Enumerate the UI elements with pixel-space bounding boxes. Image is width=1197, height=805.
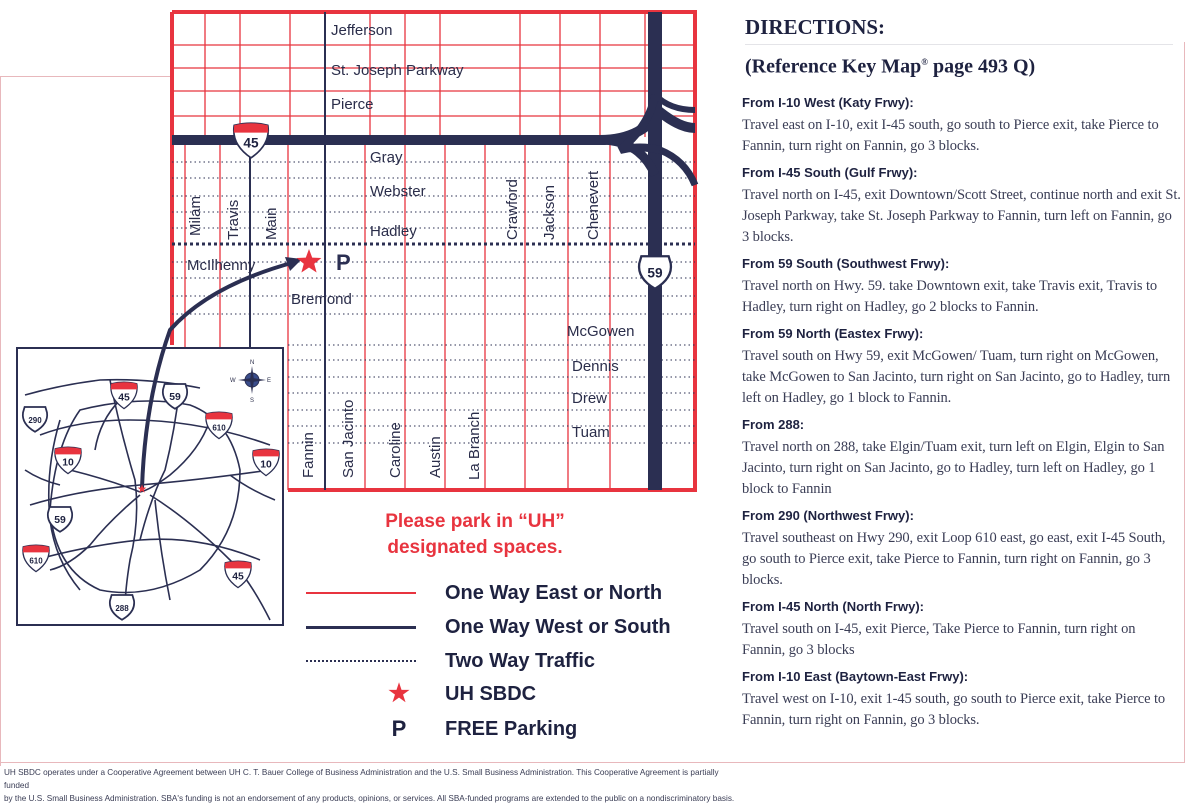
footer-line-2: by the U.S. Small Business Administration. SBA's funding is not an endorsement of any products, opinions, or services. All SBA-funded programs are extended to the public on a nondiscriminatory basis. xyxy=(4,794,735,803)
us-route-number: 288 xyxy=(115,604,129,613)
route-block xyxy=(742,507,1182,591)
route-block xyxy=(742,164,1182,248)
i45-shield-icon xyxy=(234,123,269,158)
route-heading: From I-10 East (Baytown-East Frwy): xyxy=(742,669,969,684)
us-route-number: 59 xyxy=(647,265,663,281)
street-label: Jefferson xyxy=(331,22,393,39)
route-heading: From 290 (Northwest Frwy): xyxy=(742,508,914,523)
street-label: Webster xyxy=(370,183,426,200)
street-label: Travis xyxy=(225,199,242,240)
directions-header xyxy=(742,12,1172,82)
street-label: Milam xyxy=(187,196,204,236)
route-text: Travel east on I-10, exit I-45 south, go south to Pierce exit, take Pierce to Fannin, turn right on Fannin, go 3 blocks. xyxy=(742,117,1159,154)
star-icon: ★ xyxy=(388,680,410,707)
subtitle-suffix: page 493 Q) xyxy=(927,55,1036,78)
footer-disclaimer xyxy=(4,766,744,805)
parking-icon: P xyxy=(391,716,407,741)
street-label: Dennis xyxy=(572,358,619,375)
street-label: Jackson xyxy=(541,184,558,240)
legend-uh-sbdc xyxy=(300,679,720,709)
us-route-number: 290 xyxy=(28,416,42,425)
shield-number: 45 xyxy=(232,571,244,583)
street-label: Tuam xyxy=(572,424,610,441)
street-label: Hadley xyxy=(370,223,417,240)
legend-label: FREE Parking xyxy=(445,718,578,740)
street-label: Gray xyxy=(370,149,403,166)
street-label: Bremond xyxy=(291,291,352,308)
shield-band xyxy=(111,382,137,389)
compass-e: E xyxy=(267,378,272,384)
uh-sbdc-star-icon xyxy=(297,249,322,273)
route-block xyxy=(742,94,1182,157)
shield-band xyxy=(55,447,81,454)
interchange-ramp xyxy=(660,150,695,185)
shield-band xyxy=(253,449,279,456)
route-block xyxy=(742,325,1182,409)
us-route-number: 59 xyxy=(54,515,66,526)
route-heading: From 59 South (Southwest Frwy): xyxy=(742,256,950,271)
parking-note xyxy=(330,509,620,561)
street-label: San Jacinto xyxy=(340,399,357,478)
route-text: Travel south on I-45, exit Pierce, Take Pierce to Fannin, turn right on Fannin, go 3 blocks xyxy=(742,621,1136,658)
legend-one-way-east-north xyxy=(300,578,720,608)
us59-shield-icon xyxy=(639,256,671,289)
legend-label: One Way East or North xyxy=(445,582,663,604)
shield-number: 610 xyxy=(29,556,43,566)
compass-s: S xyxy=(250,398,255,404)
shield-band xyxy=(23,545,49,552)
street-label: Austin xyxy=(427,436,444,478)
street-label: Drew xyxy=(572,390,608,407)
shield-number: 10 xyxy=(62,457,74,469)
shield-number: 10 xyxy=(260,459,272,471)
route-heading: From I-10 West (Katy Frwy): xyxy=(742,95,914,110)
route-list xyxy=(742,94,1182,738)
legend-label: Two Way Traffic xyxy=(445,650,596,672)
navy-line-sample xyxy=(306,626,416,629)
street-label: St. Joseph Parkway xyxy=(331,62,464,79)
footer-line-1: UH SBDC operates under a Cooperative Agreement between UH C. T. Bauer College of Business Administration and the U.S. Small Business Administration. This Cooperative Agreement is partially funded xyxy=(4,768,719,790)
street-label: Main xyxy=(263,207,280,240)
parking-note-line-2: designated spaces. xyxy=(387,537,563,558)
route-text: Travel south on Hwy 59, exit McGowen/ Tuam, turn right on McGowen, take McGowen to San Jacinto, turn right on San Jacinto, go to Hadley, turn left on Hadley, go 1 block to Fannin. xyxy=(742,348,1171,406)
directions-subtitle xyxy=(745,47,1172,82)
street-label: Crawford xyxy=(504,179,521,240)
route-heading: From 288: xyxy=(742,417,805,432)
red-line-sample xyxy=(306,592,416,594)
legend-one-way-west-south xyxy=(300,612,720,642)
parking-icon: P xyxy=(336,250,351,275)
route-text: Travel north on 288, take Elgin/Tuam exit, turn left on Elgin, Elgin to San Jacinto, turn right on San Jacinto, go to Hadley, turn left on Hadley, go 1 block to Fannin xyxy=(742,439,1165,497)
shield-band xyxy=(206,412,232,419)
compass-n: N xyxy=(250,360,255,366)
street-label: Pierce xyxy=(331,96,374,113)
route-text: Travel north on Hwy. 59. take Downtown exit, take Travis exit, Travis to Hadley, turn right on Hadley, go 2 blocks to Fannin. xyxy=(742,278,1158,315)
legend-free-parking xyxy=(300,714,720,744)
route-heading: From 59 North (Eastex Frwy): xyxy=(742,326,924,341)
route-text: Travel north on I-45, exit Downtown/Scott Street, continue north and exit St. Joseph Parkway, take St. Joseph Parkway to Fannin, turn left on Fannin, go 3 blocks. xyxy=(742,187,1181,245)
route-block xyxy=(742,598,1182,661)
parking-note-line-1: Please park in “UH” xyxy=(385,511,565,532)
directions-title: DIRECTIONS: xyxy=(745,15,886,39)
route-text: Travel west on I-10, exit 1-45 south, go south to Pierce exit, take Pierce to Fannin, turn right on Fannin, go 3 blocks. xyxy=(742,691,1166,728)
route-text: Travel southeast on Hwy 290, exit Loop 610 east, go east, exit I-45 South, go south to Pierce exit, take Pierce to Fannin, turn right on Fannin, go 3 blocks. xyxy=(742,530,1166,588)
compass-w: W xyxy=(230,378,236,384)
route-block xyxy=(742,668,1182,731)
shield-number: 45 xyxy=(243,135,259,151)
route-heading: From I-45 South (Gulf Frwy): xyxy=(742,165,918,180)
registered-mark: ® xyxy=(921,57,928,67)
legend-two-way xyxy=(300,646,720,676)
title-rule xyxy=(745,44,1173,45)
map-legend xyxy=(300,576,720,746)
street-label: McIlhenny xyxy=(187,257,256,274)
shield-number: 610 xyxy=(212,423,226,433)
street-label: La Branch xyxy=(466,411,483,480)
route-block xyxy=(742,416,1182,500)
shield-number: 45 xyxy=(118,392,130,404)
dotted-line-sample xyxy=(306,660,416,662)
legend-label: UH SBDC xyxy=(445,683,537,705)
route-block xyxy=(742,255,1182,318)
street-label: McGowen xyxy=(567,323,635,340)
street-label: Caroline xyxy=(387,422,404,478)
street-label: Fannin xyxy=(300,432,317,478)
street-label: Chenevert xyxy=(585,170,602,240)
us-route-number: 59 xyxy=(169,392,181,403)
legend-label: One Way West or South xyxy=(445,616,671,638)
shield-band xyxy=(225,561,251,568)
shield-band xyxy=(234,123,269,132)
route-heading: From I-45 North (North Frwy): xyxy=(742,599,924,614)
subtitle-prefix: (Reference Key Map xyxy=(745,55,922,78)
